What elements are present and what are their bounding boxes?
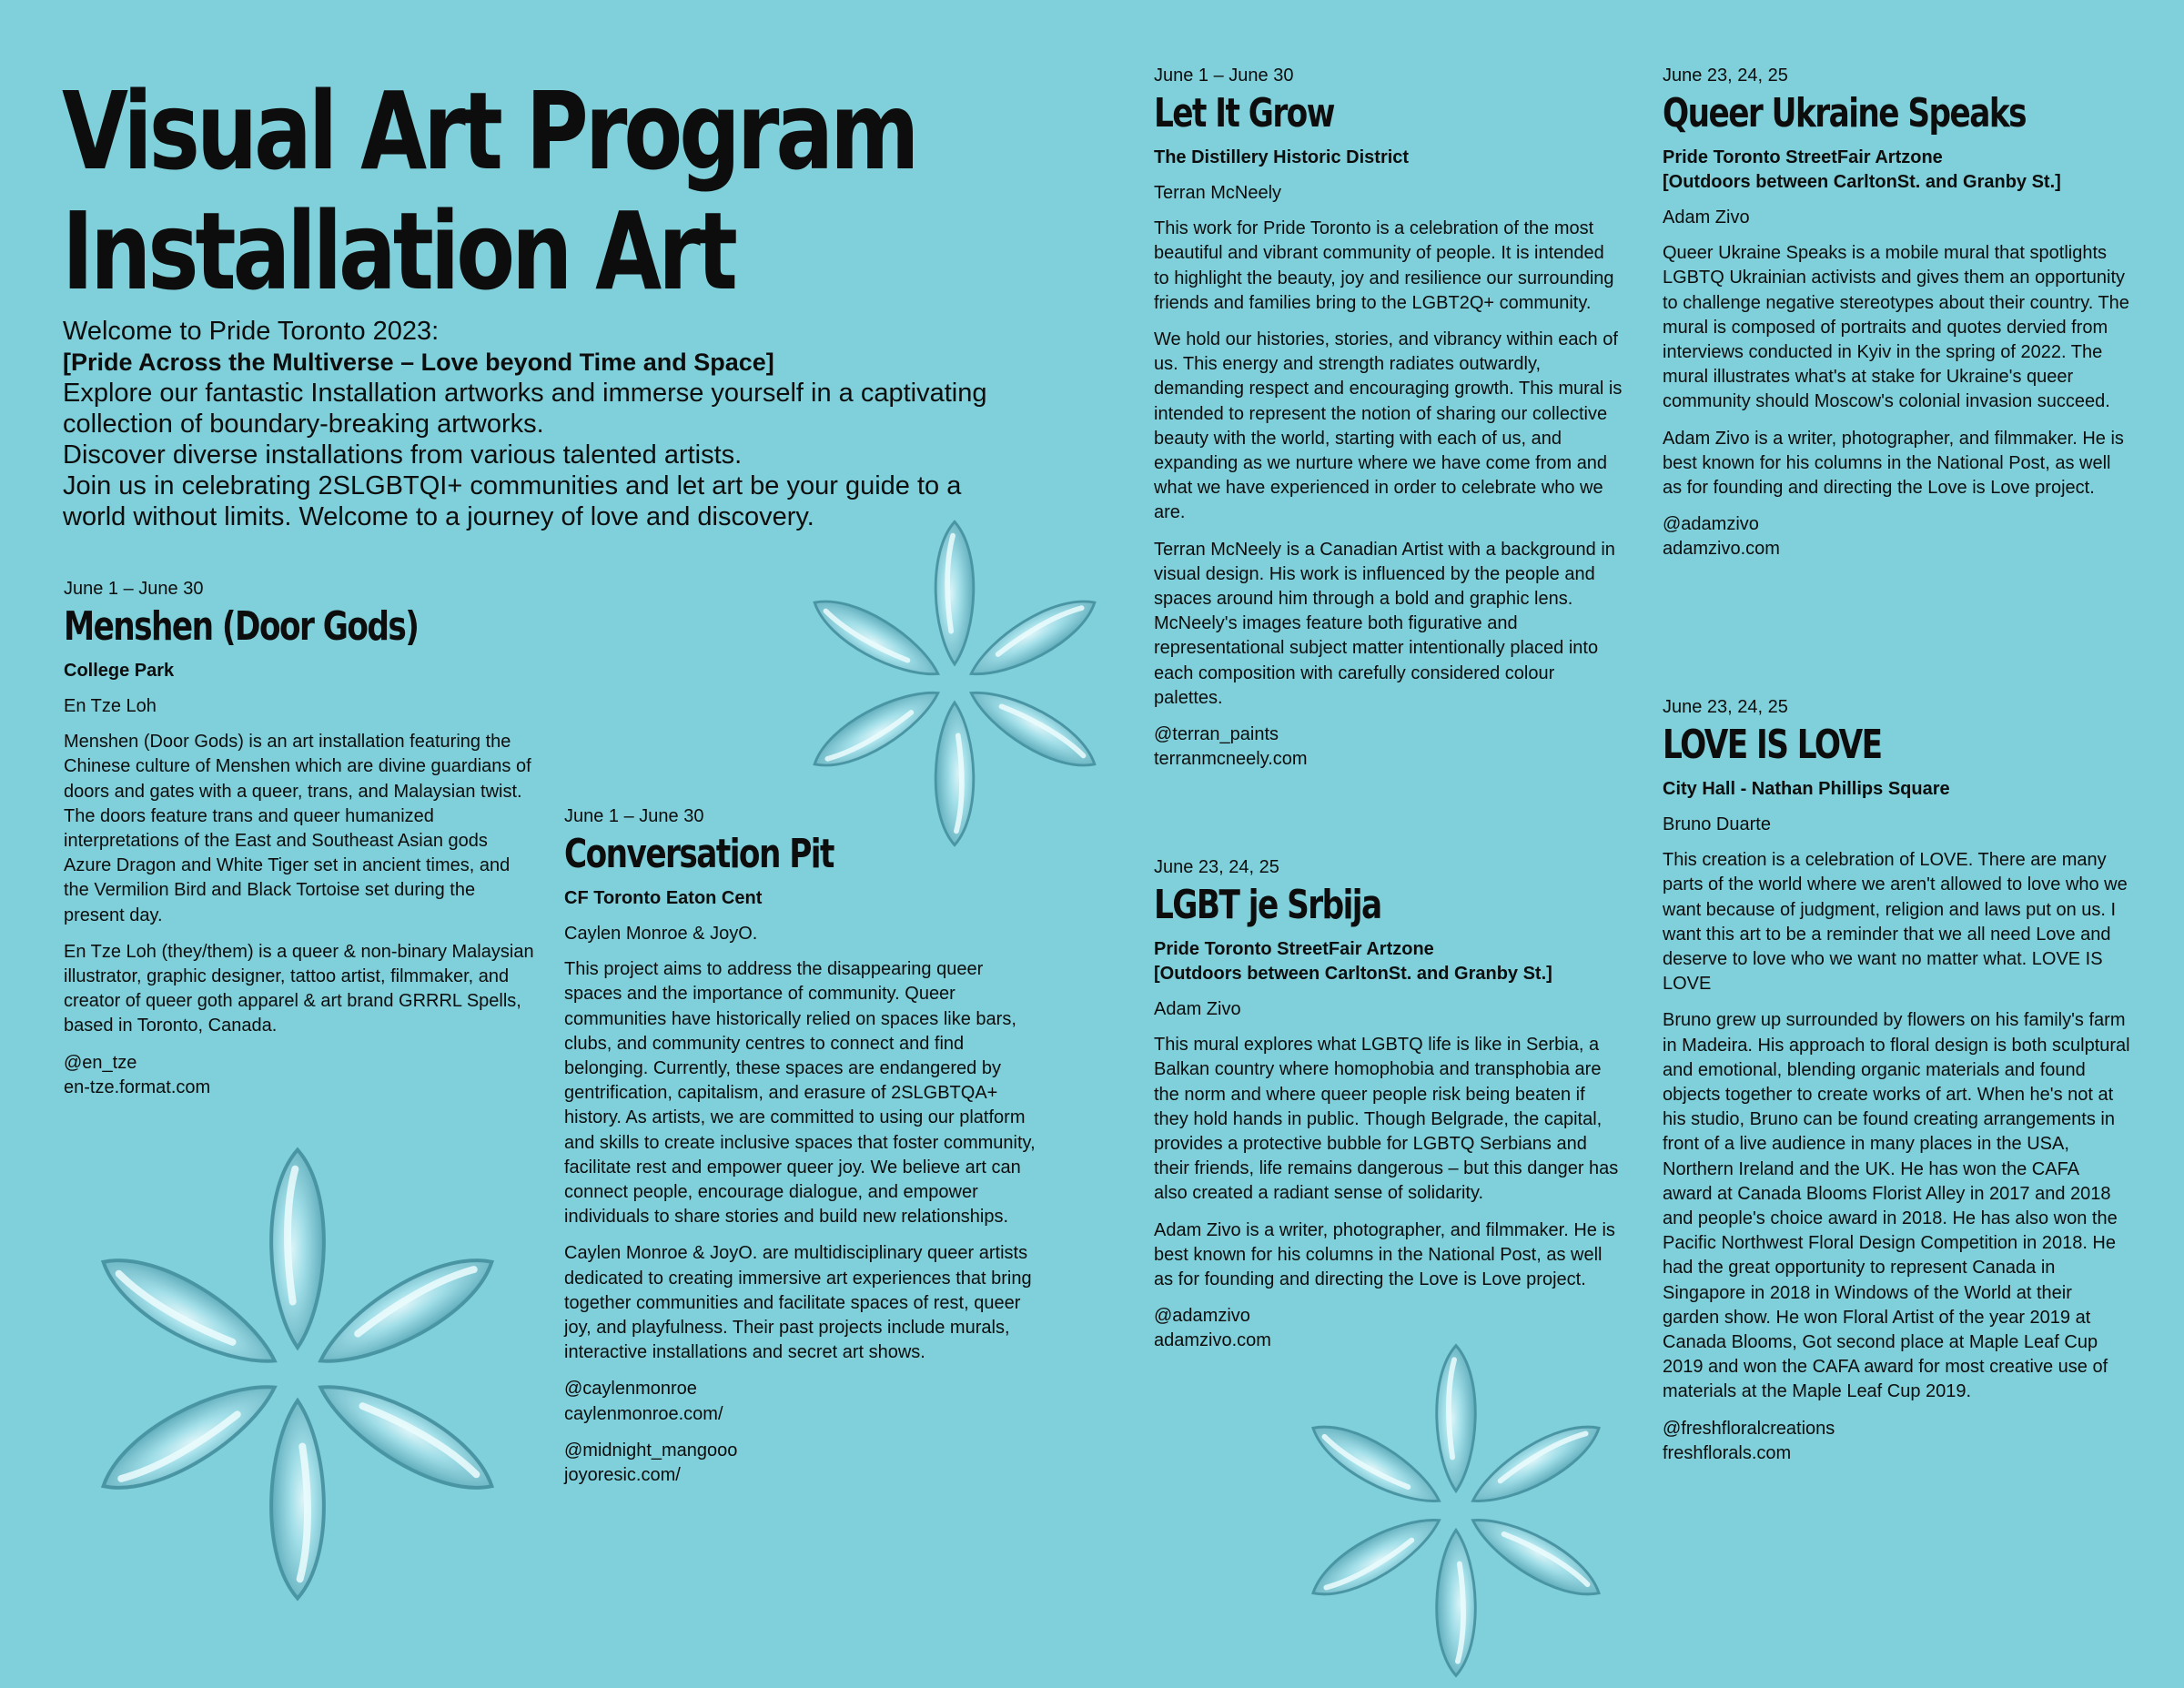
article-paragraph: We hold our histories, stories, and vibrancy within each of us. This energy and strength radiates outwardly, demanding respect and encouraging growth. This mural is intended to represent the notion of sharing our collective beauty with the world, starting with each of us, and expanding as we nurture where we have come from and what we have experienced in order to celebrate who we are. (1154, 329, 1623, 523)
social-handle: @freshfloralcreations (1663, 1418, 1835, 1439)
event-artist: Bruno Duarte (1663, 814, 1771, 834)
event-venue: City Hall - Nathan Phillips Square (1663, 779, 1950, 799)
article-let-it-grow (1154, 64, 1623, 783)
event-venue: College Park (64, 661, 175, 681)
intro-theme: [Pride Across the Multiverse – Love beyond Time and Space] (63, 349, 774, 376)
article-menshen (64, 577, 537, 1112)
article-paragraph: En Tze Loh (they/them) is a queer & non-binary Malaysian illustrator, graphic designer, tattoo artist, filmmaker, and creator of queer goth apparel & art brand GRRRL Spells, based in Toronto, Canada. (64, 941, 534, 1036)
website-link: terranmcneely.com (1154, 749, 1308, 770)
intro-line: Discover diverse installations from various talented artists. (63, 440, 743, 470)
flower-decoration-icon (56, 1133, 539, 1615)
artist-links (564, 1377, 1037, 1426)
event-date: June 23, 24, 25 (1663, 697, 1788, 717)
intro-welcome: Welcome to Pride Toronto 2023: (63, 317, 440, 346)
page-title (62, 68, 916, 314)
venue-line: Pride Toronto StreetFair Artzone (1154, 939, 1434, 959)
social-handle: @terran_paints (1154, 724, 1279, 745)
intro-line: Join us in celebrating 2SLGBTQI+ communities and let art be your guide to a world without limits. Welcome to a journey of love and discovery. (63, 471, 962, 531)
social-handle: @adamzivo (1154, 1306, 1250, 1327)
venue-line: [Outdoors between CarltonSt. and Granby St.] (1663, 172, 2061, 192)
event-artist: Caylen Monroe & JoyO. (564, 924, 758, 944)
article-paragraph: Queer Ukraine Speaks is a mobile mural that spotlights LGBTQ Ukrainian activists and gives them an opportunity to challenge negative stereotypes about their country. The mural is composed of portraits and quotes dervied from interviews conducted in Kyiv in the spring of 2022. The mural illustrates what's at stake for Ukraine's queer community should Moscow's colonial invasion succeed. (1663, 243, 2129, 412)
event-date: June 1 – June 30 (1154, 66, 1294, 86)
venue-line: [Outdoors between CarltonSt. and Granby St.] (1154, 964, 1552, 984)
event-date: June 1 – June 30 (564, 806, 704, 826)
event-title: Conversation Pit (564, 831, 834, 877)
intro-text (63, 316, 1027, 532)
event-date: June 23, 24, 25 (1663, 66, 1788, 86)
artist-links (564, 1439, 1037, 1488)
article-paragraph: Terran McNeely is a Canadian Artist with a background in visual design. His work is influenced by the people and spaces around him through a bold and graphic lens. McNeely's images feature both figurative and representational subject matter intentionally placed into each composition with carefully considered colour palettes. (1154, 539, 1615, 708)
intro-line: Explore our fantastic Installation artworks and immerse yourself in a captivating collection of boundary-breaking artworks. (63, 379, 987, 439)
flower-decoration-icon (1279, 1333, 1633, 1688)
title-line-1: Visual Art Program (62, 68, 916, 194)
website-link: caylenmonroe.com/ (564, 1403, 723, 1424)
venue-line: Pride Toronto StreetFair Artzone (1663, 147, 1943, 167)
event-venue: CF Toronto Eaton Cent (564, 888, 763, 908)
artist-links (1154, 723, 1623, 772)
event-title: Let It Grow (1154, 90, 1334, 136)
social-handle: @caylenmonroe (564, 1379, 697, 1400)
article-paragraph: Adam Zivo is a writer, photographer, and filmmaker. He is best known for his columns in the National Post, as well as for founding and directing the Love is Love project. (1154, 1219, 1615, 1290)
event-title: Menshen (Door Gods) (64, 603, 419, 650)
social-handle: @adamzivo (1663, 514, 1759, 535)
website-link: en-tze.format.com (64, 1076, 211, 1097)
article-queer-ukraine-speaks (1663, 64, 2131, 574)
event-artist: Terran McNeely (1154, 183, 1282, 203)
website-link: adamzivo.com (1154, 1330, 1271, 1351)
event-title: LOVE IS LOVE (1663, 722, 1882, 768)
event-title: LGBT je Srbija (1154, 882, 1381, 928)
article-paragraph: This project aims to address the disappearing queer spaces and the importance of community. Queer communities have historically relied on spaces like bars, clubs, and community centres to connect and find belonging. Currently, these spaces are endangered by gentrification, capitalism, and erasure of 2SLGBTQA+ history. As artists, we are committed to using our platform and skills to create inclusive spaces that foster community, facilitate rest and empower queer joy. We believe art can connect people, encourage dialogue, and empower individuals to share stories and build new relationships. (564, 959, 1036, 1228)
event-artist: En Tze Loh (64, 696, 157, 716)
artist-links (1663, 1417, 2131, 1466)
article-paragraph: Menshen (Door Gods) is an art installation featuring the Chinese culture of Menshen which are divine guardians of doors and gates with a queer, trans, and Malaysian twist. The doors feature trans and queer humanized interpretations of the East and Southeast Asian gods Azure Dragon and White Tiger set in ancient times, and the Vermilion Bird and Black Tortoise set during the present day. (64, 732, 531, 925)
artist-links (64, 1051, 537, 1100)
artist-links (1154, 1304, 1623, 1353)
artist-links (1663, 512, 2131, 561)
article-conversation-pit (564, 804, 1037, 1500)
event-artist: Adam Zivo (1154, 999, 1241, 1019)
article-paragraph: Bruno grew up surrounded by flowers on his family's farm in Madeira. His approach to floral design is both sculptural and emotional, blending organic materials and found objects together to create works of art. When he's not at his studio, Bruno can be found creating arrangements in front of a live audience in many places in the USA, Northern Ireland and the UK. He has won the CAFA award at Canada Blooms Florist Alley in 2017 and 2018 and people's choice award in 2018. He has also won the Pacific Northwest Floral Design Competition in 2018. He had the great opportunity to represent Canada in Singapore in 2018 in Windows of the World at their garden show. He won Floral Artist of the year 2019 at Canada Blooms, Got second place at Maple Leaf Cup 2019 and won the CAFA award for most creative use of materials at the Maple Leaf Cup 2019. (1663, 1010, 2130, 1402)
article-paragraph: Adam Zivo is a writer, photographer, and filmmaker. He is best known for his columns in the National Post, as well as for founding and directing the Love is Love project. (1663, 428, 2124, 499)
article-love-is-love (1663, 695, 2131, 1478)
event-date: June 23, 24, 25 (1154, 857, 1279, 877)
article-paragraph: This work for Pride Toronto is a celebration of the most beautiful and vibrant community of people. It is intended to highlight the beauty, joy and resilience our surrounding friends and families bring to the LGBT2Q+ community. (1154, 218, 1614, 313)
social-handle: @en_tze (64, 1052, 137, 1073)
event-venue (1154, 937, 1623, 986)
article-lgbt-je-srbija (1154, 855, 1623, 1366)
title-line-2: Installation Art (62, 188, 734, 314)
article-paragraph: Caylen Monroe & JoyO. are multidisciplinary queer artists dedicated to creating immersive art experiences that bring together communities and facilitate spaces of rest, queer joy, and playfulness. Their past projects include murals, interactive installations and secret art shows. (564, 1243, 1032, 1363)
event-venue (1663, 146, 2131, 195)
website-link: adamzivo.com (1663, 539, 1780, 560)
event-venue: The Distillery Historic District (1154, 147, 1410, 167)
website-link: joyoresic.com/ (564, 1465, 681, 1486)
website-link: freshflorals.com (1663, 1442, 1792, 1463)
event-title: Queer Ukraine Speaks (1663, 90, 2027, 136)
article-paragraph: This creation is a celebration of LOVE. There are many parts of the world where we aren't allowed to love who we want because of judgment, religion and laws put on us. I want this art to be a reminder that we all need Love and deserve to love who we want no matter what. LOVE IS LOVE (1663, 850, 2128, 995)
event-date: June 1 – June 30 (64, 579, 204, 599)
event-artist: Adam Zivo (1663, 207, 1750, 227)
article-paragraph: This mural explores what LGBTQ life is like in Serbia, a Balkan country where homophobia and transphobia are the norm and where queer people risk being beaten if they hold hands in public. Though Belgrade, the capital, provides a protective bubble for LGBTQ Serbians and their friends, life remains dangerous – but this danger has also created a radiant sense of solidarity. (1154, 1035, 1619, 1204)
social-handle: @midnight_mangooo (564, 1440, 738, 1461)
